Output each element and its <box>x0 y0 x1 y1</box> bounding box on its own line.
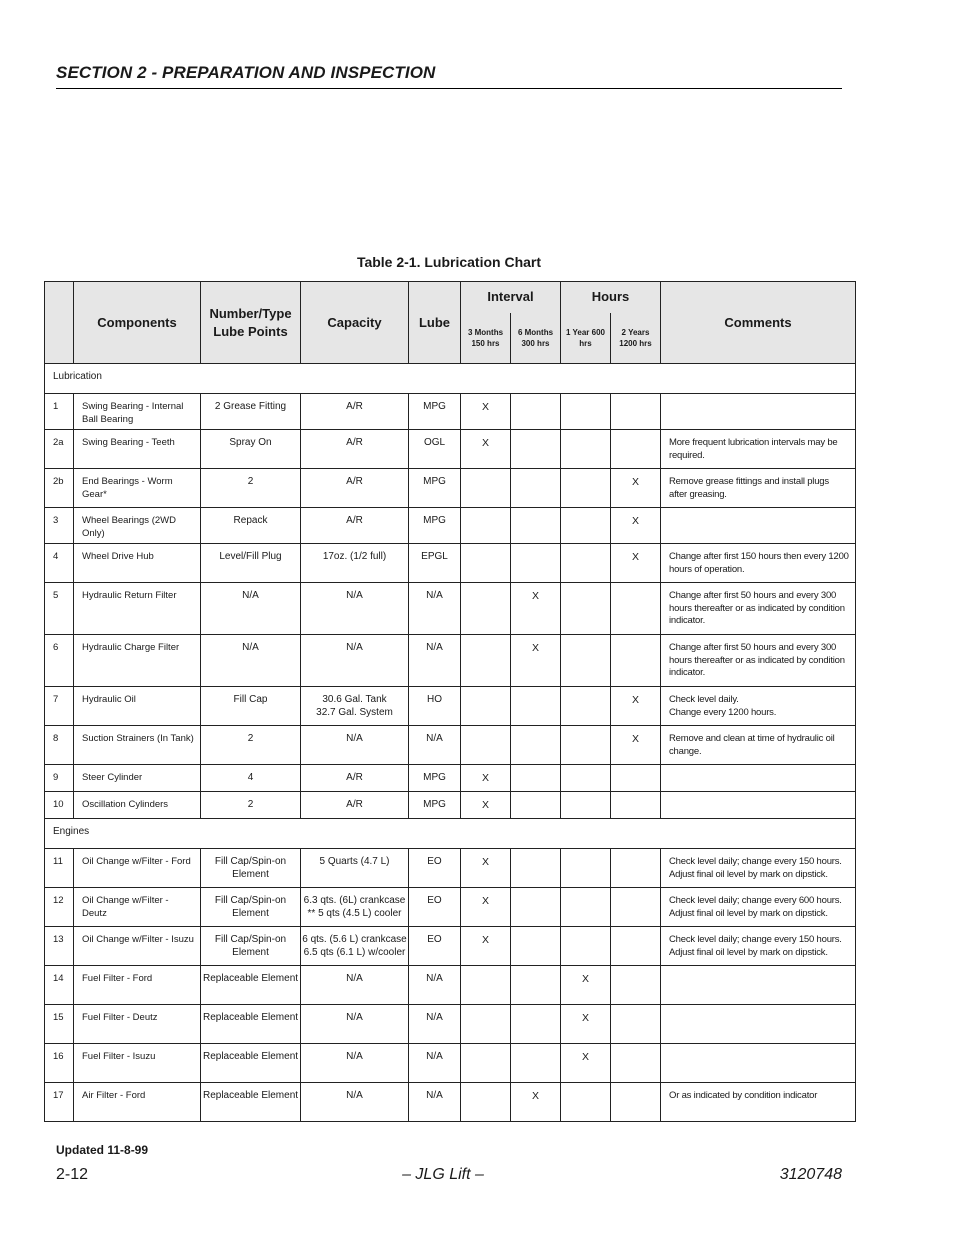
row-interval-6-months: X <box>511 1083 561 1122</box>
row-lube-points: 2 <box>201 792 301 819</box>
row-comments <box>661 508 856 544</box>
row-number: 5 <box>45 583 74 635</box>
row-interval-3-months: X <box>461 765 511 792</box>
header-number-type: Number/Type Lube Points <box>201 282 301 364</box>
row-comments: Change after first 50 hours and every 300 hours thereafter or as indicated by condition indicator. <box>661 635 856 687</box>
row-lube-type: MPG <box>409 508 461 544</box>
row-interval-2-years <box>611 583 661 635</box>
row-comments: Check level daily; change every 150 hours. Adjust final oil level by mark on dipstick. <box>661 849 856 888</box>
table-row <box>45 1005 856 1044</box>
row-interval-1-year <box>561 1083 611 1122</box>
row-component: Oil Change w/Filter - Deutz <box>74 888 201 927</box>
row-capacity: A/R <box>301 394 409 430</box>
row-interval-3-months <box>461 1005 511 1044</box>
row-interval-2-years <box>611 966 661 1005</box>
row-lube-points: Replaceable Element <box>201 966 301 1005</box>
row-capacity: N/A <box>301 583 409 635</box>
row-lube-type: N/A <box>409 583 461 635</box>
row-interval-3-months <box>461 583 511 635</box>
header-interval-3-months: 3 Months 150 hrs <box>461 313 511 364</box>
row-number: 11 <box>45 849 74 888</box>
row-capacity-line-1: 6 qts. (5.6 L) crankcase <box>302 934 407 945</box>
row-comments: Change after first 150 hours then every 1200 hours of operation. <box>661 544 856 583</box>
row-interval-6-months: X <box>511 635 561 687</box>
row-component: Oscillation Cylinders <box>74 792 201 819</box>
row-interval-1-year <box>561 792 611 819</box>
row-interval-2-years <box>611 792 661 819</box>
row-component: Fuel Filter - Isuzu <box>74 1044 201 1083</box>
row-interval-6-months <box>511 792 561 819</box>
row-interval-3-months <box>461 469 511 508</box>
footer-document-number: 3120748 <box>779 1166 842 1183</box>
row-interval-6-months <box>511 430 561 469</box>
row-interval-2-years <box>611 888 661 927</box>
row-lube-type: MPG <box>409 765 461 792</box>
row-interval-2-years <box>611 1044 661 1083</box>
table-header <box>45 282 856 364</box>
row-lube-type: EO <box>409 888 461 927</box>
row-interval-1-year: X <box>561 1005 611 1044</box>
row-interval-2-years <box>611 635 661 687</box>
row-interval-1-year <box>561 765 611 792</box>
header-hours: Hours <box>561 282 661 313</box>
row-comments: More frequent lubrication intervals may be required. <box>661 430 856 469</box>
row-number: 9 <box>45 765 74 792</box>
row-comments <box>661 792 856 819</box>
row-interval-3-months <box>461 508 511 544</box>
row-number: 6 <box>45 635 74 687</box>
row-capacity: N/A <box>301 635 409 687</box>
row-lube-points: Fill Cap/Spin-on Element <box>201 927 301 966</box>
row-capacity-line-2: 6.5 qts (6.1 L) w/cooler <box>303 946 406 958</box>
row-interval-6-months <box>511 726 561 765</box>
row-comments: Check level daily; change every 600 hours. Adjust final oil level by mark on dipstick. <box>661 888 856 927</box>
row-component: Wheel Drive Hub <box>74 544 201 583</box>
row-capacity: N/A <box>301 726 409 765</box>
row-lube-type: N/A <box>409 1005 461 1044</box>
row-interval-6-months <box>511 687 561 726</box>
row-capacity <box>301 888 409 927</box>
row-interval-1-year <box>561 888 611 927</box>
table-row <box>45 1044 856 1083</box>
row-interval-3-months <box>461 966 511 1005</box>
row-interval-6-months <box>511 544 561 583</box>
row-interval-6-months <box>511 888 561 927</box>
row-interval-2-years <box>611 1083 661 1122</box>
row-lube-type: N/A <box>409 726 461 765</box>
row-lube-points: Spray On <box>201 430 301 469</box>
row-comments <box>661 687 856 726</box>
row-interval-1-year: X <box>561 1044 611 1083</box>
row-component: Wheel Bearings (2WD Only) <box>74 508 201 544</box>
row-lube-type: N/A <box>409 1083 461 1122</box>
row-lube-type: OGL <box>409 430 461 469</box>
row-component: Fuel Filter - Ford <box>74 966 201 1005</box>
row-capacity: N/A <box>301 1044 409 1083</box>
row-interval-6-months <box>511 927 561 966</box>
row-interval-6-months: X <box>511 583 561 635</box>
row-lube-type: HO <box>409 687 461 726</box>
row-lube-points: 2 <box>201 726 301 765</box>
row-comments <box>661 1005 856 1044</box>
row-number: 16 <box>45 1044 74 1083</box>
row-capacity-line-2: ** 5 qts (4.5 L) cooler <box>307 907 402 919</box>
table-row <box>45 888 856 927</box>
section-heading: Lubrication <box>45 364 856 394</box>
row-component: Hydraulic Return Filter <box>74 583 201 635</box>
table-row <box>45 1083 856 1122</box>
header-lube: Lube <box>409 282 461 364</box>
row-component: Hydraulic Oil <box>74 687 201 726</box>
row-lube-points: 4 <box>201 765 301 792</box>
row-lube-type: EO <box>409 849 461 888</box>
row-interval-1-year <box>561 927 611 966</box>
row-interval-3-months: X <box>461 430 511 469</box>
row-interval-1-year <box>561 583 611 635</box>
row-interval-1-year <box>561 635 611 687</box>
header-number-blank <box>45 282 74 364</box>
row-lube-points: Level/Fill Plug <box>201 544 301 583</box>
row-interval-3-months <box>461 1083 511 1122</box>
row-lube-type: MPG <box>409 792 461 819</box>
header-comments: Comments <box>661 282 856 364</box>
table-row <box>45 544 856 583</box>
row-lube-type: EPGL <box>409 544 461 583</box>
row-component: Swing Bearing - Internal Ball Bearing <box>74 394 201 430</box>
row-interval-3-months <box>461 635 511 687</box>
table-row <box>45 469 856 508</box>
row-lube-points: N/A <box>201 583 301 635</box>
row-interval-6-months <box>511 966 561 1005</box>
row-comments-line-2: Change every 1200 hours. <box>669 706 777 718</box>
row-lube-points: Fill Cap <box>201 687 301 726</box>
row-interval-2-years <box>611 927 661 966</box>
row-component: Swing Bearing - Teeth <box>74 430 201 469</box>
row-number: 12 <box>45 888 74 927</box>
row-capacity: A/R <box>301 792 409 819</box>
table-row <box>45 430 856 469</box>
row-interval-2-years <box>611 394 661 430</box>
row-interval-3-months <box>461 544 511 583</box>
row-interval-1-year <box>561 394 611 430</box>
row-interval-1-year <box>561 687 611 726</box>
row-number: 10 <box>45 792 74 819</box>
row-lube-points: Replaceable Element <box>201 1005 301 1044</box>
row-interval-6-months <box>511 469 561 508</box>
row-capacity-line-1: 6.3 qts. (6L) crankcase <box>303 895 406 906</box>
row-interval-2-years: X <box>611 544 661 583</box>
row-component: Suction Strainers (In Tank) <box>74 726 201 765</box>
row-interval-1-year <box>561 544 611 583</box>
row-interval-3-months <box>461 687 511 726</box>
row-lube-points: N/A <box>201 635 301 687</box>
row-number: 4 <box>45 544 74 583</box>
row-component: Oil Change w/Filter - Ford <box>74 849 201 888</box>
row-capacity <box>301 927 409 966</box>
row-capacity: A/R <box>301 430 409 469</box>
row-comments: Check level daily; change every 150 hours. Adjust final oil level by mark on dipstick. <box>661 927 856 966</box>
footer-page-number: 2-12 <box>56 1166 89 1183</box>
row-number: 7 <box>45 687 74 726</box>
row-capacity: A/R <box>301 508 409 544</box>
row-capacity: A/R <box>301 469 409 508</box>
table-title: Table 2-1. Lubrication Chart <box>356 254 542 270</box>
header-interval: Interval <box>461 282 561 313</box>
row-lube-type: MPG <box>409 469 461 508</box>
header-interval-1-year: 1 Year 600 hrs <box>561 313 611 364</box>
row-comments <box>661 966 856 1005</box>
row-interval-3-months <box>461 1044 511 1083</box>
row-component: Oil Change w/Filter - Isuzu <box>74 927 201 966</box>
row-lube-type: MPG <box>409 394 461 430</box>
table-row <box>45 966 856 1005</box>
footer-updated: Updated 11-8-99 <box>56 1143 149 1157</box>
row-lube-type: N/A <box>409 1044 461 1083</box>
row-number: 8 <box>45 726 74 765</box>
row-lube-points: Fill Cap/Spin-on Element <box>201 888 301 927</box>
row-component: Fuel Filter - Deutz <box>74 1005 201 1044</box>
row-lube-type: EO <box>409 927 461 966</box>
row-component: End Bearings - Worm Gear* <box>74 469 201 508</box>
row-lube-points: Repack <box>201 508 301 544</box>
row-interval-3-months: X <box>461 888 511 927</box>
table-row <box>45 927 856 966</box>
header-capacity: Capacity <box>301 282 409 364</box>
row-capacity <box>301 687 409 726</box>
table-row <box>45 849 856 888</box>
row-interval-1-year <box>561 849 611 888</box>
row-interval-3-months: X <box>461 927 511 966</box>
row-capacity: N/A <box>301 966 409 1005</box>
section-heading: Engines <box>45 819 856 849</box>
row-interval-1-year: X <box>561 966 611 1005</box>
row-component: Air Filter - Ford <box>74 1083 201 1122</box>
row-lube-points: Replaceable Element <box>201 1083 301 1122</box>
row-capacity: N/A <box>301 1083 409 1122</box>
row-interval-1-year <box>561 469 611 508</box>
row-interval-6-months <box>511 394 561 430</box>
row-capacity-line-1: 30.6 Gal. Tank <box>322 694 387 705</box>
row-number: 17 <box>45 1083 74 1122</box>
row-lube-points: Fill Cap/Spin-on Element <box>201 849 301 888</box>
row-number: 3 <box>45 508 74 544</box>
row-comments: Remove and clean at time of hydraulic oil change. <box>661 726 856 765</box>
table-row <box>45 394 856 430</box>
row-interval-6-months <box>511 508 561 544</box>
row-lube-type: N/A <box>409 966 461 1005</box>
row-capacity: N/A <box>301 1005 409 1044</box>
row-number: 2b <box>45 469 74 508</box>
row-interval-6-months <box>511 1044 561 1083</box>
row-comments: Or as indicated by condition indicator <box>661 1083 856 1122</box>
row-interval-3-months: X <box>461 394 511 430</box>
row-number: 2a <box>45 430 74 469</box>
row-interval-2-years <box>611 430 661 469</box>
table-row <box>45 687 856 726</box>
row-capacity: A/R <box>301 765 409 792</box>
row-lube-points: 2 <box>201 469 301 508</box>
row-interval-6-months <box>511 849 561 888</box>
row-number: 1 <box>45 394 74 430</box>
lubrication-chart-table <box>44 281 856 1122</box>
row-component: Steer Cylinder <box>74 765 201 792</box>
table-row <box>45 792 856 819</box>
table-row <box>45 765 856 792</box>
row-comments <box>661 1044 856 1083</box>
row-capacity: 17oz. (1/2 full) <box>301 544 409 583</box>
row-interval-6-months <box>511 765 561 792</box>
row-lube-points: Replaceable Element <box>201 1044 301 1083</box>
row-lube-type: N/A <box>409 635 461 687</box>
table-row <box>45 508 856 544</box>
row-interval-2-years: X <box>611 687 661 726</box>
row-comments <box>661 765 856 792</box>
row-number: 15 <box>45 1005 74 1044</box>
row-interval-3-months <box>461 726 511 765</box>
row-lube-points: 2 Grease Fitting <box>201 394 301 430</box>
footer-publisher: – JLG Lift – <box>402 1166 484 1183</box>
row-interval-2-years <box>611 849 661 888</box>
row-interval-6-months <box>511 1005 561 1044</box>
header-interval-2-years: 2 Years 1200 hrs <box>611 313 661 364</box>
row-interval-1-year <box>561 430 611 469</box>
row-number: 14 <box>45 966 74 1005</box>
table-row <box>45 583 856 635</box>
row-comments: Change after first 50 hours and every 300 hours thereafter or as indicated by condition indicator. <box>661 583 856 635</box>
row-interval-2-years <box>611 1005 661 1044</box>
header-components: Components <box>74 282 201 364</box>
row-comments-line-1: Check level daily. <box>669 694 739 705</box>
row-interval-2-years: X <box>611 508 661 544</box>
row-interval-1-year <box>561 508 611 544</box>
table-body <box>45 364 856 1122</box>
row-comments <box>661 394 856 430</box>
row-interval-2-years <box>611 765 661 792</box>
table-row <box>45 726 856 765</box>
row-comments: Remove grease fittings and install plugs after greasing. <box>661 469 856 508</box>
section-title: SECTION 2 - PREPARATION AND INSPECTION <box>56 63 842 89</box>
row-capacity: 5 Quarts (4.7 L) <box>301 849 409 888</box>
row-interval-2-years: X <box>611 469 661 508</box>
row-capacity-line-2: 32.7 Gal. System <box>316 706 393 718</box>
row-number: 13 <box>45 927 74 966</box>
row-component: Hydraulic Charge Filter <box>74 635 201 687</box>
row-interval-3-months: X <box>461 792 511 819</box>
table-row <box>45 635 856 687</box>
header-interval-6-months: 6 Months 300 hrs <box>511 313 561 364</box>
row-interval-2-years: X <box>611 726 661 765</box>
row-interval-1-year <box>561 726 611 765</box>
row-interval-3-months: X <box>461 849 511 888</box>
